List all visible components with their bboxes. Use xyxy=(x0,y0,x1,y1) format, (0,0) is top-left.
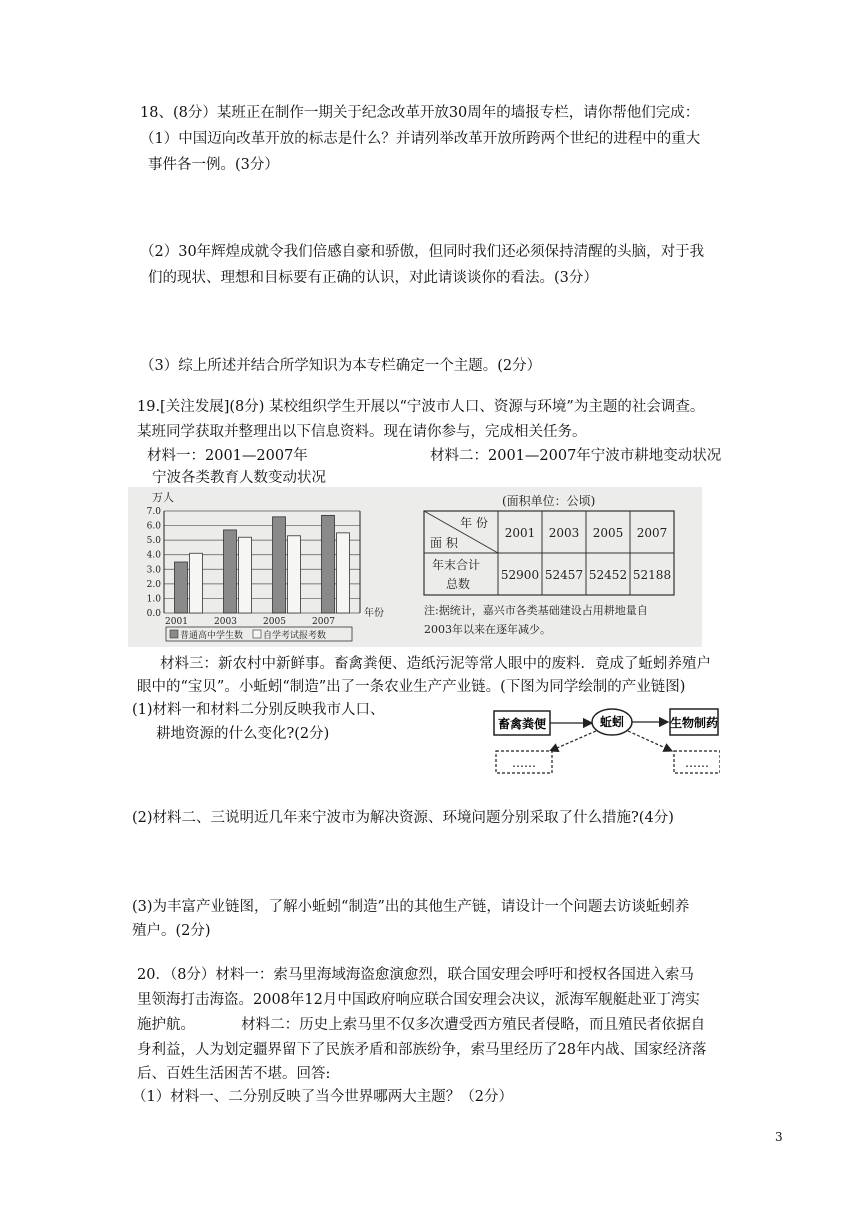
bar-self-study-2003 xyxy=(239,537,252,613)
chain-node-earthworm-label: 蚯蚓 xyxy=(599,715,625,729)
table-corner-year: 年 份 xyxy=(460,516,488,530)
q20-line1: 20．（8分）材料一：索马里海域海盗愈演愈烈，联合国安理会呼吁和授权各国进入索马 xyxy=(137,967,694,983)
table-year-header: 2005 xyxy=(592,526,624,540)
material3-line2: 眼中的“宝贝”。小蚯蚓“制造”出了一条农业生产产业链。(下图为同学绘制的产业链图) xyxy=(137,679,686,695)
chain-node-manure-label: 畜禽粪便 xyxy=(497,717,547,731)
y-tick-label: 7.0 xyxy=(146,507,161,517)
x-tick-label: 2007 xyxy=(312,617,335,627)
table-note-line1: 注:据统计，嘉兴市各类基础建设占用耕地量自 xyxy=(424,604,648,617)
material2-title: 材料二：2001—2007年宁波市耕地变动状况 xyxy=(430,448,722,464)
legend-label-self-study: 自学考试报考数 xyxy=(263,631,327,641)
q18-sub2-line2: 们的现状、理想和目标要有正确的认识，对此请谈谈你的看法。(3分） xyxy=(148,270,598,286)
x-tick-label: 2001 xyxy=(165,617,188,627)
page-number: 3 xyxy=(775,1130,783,1144)
table-cell-value: 52452 xyxy=(588,568,628,582)
material3-line1: 材料三：新农村中新鲜事。畜禽粪便、造纸污泥等常人眼中的废料．竟成了蚯蚓养殖户 xyxy=(160,656,711,672)
table-note-line2: 2003年以来在逐年减少。 xyxy=(424,623,551,636)
y-tick-label: 5.0 xyxy=(146,536,161,547)
y-tick-label: 2.0 xyxy=(146,579,161,590)
q20-line4: 身利益，人为划定疆界留下了民族矛盾和部族纷争，索马里经历了28年内战、国家经济落 xyxy=(137,1042,707,1058)
bar-self-study-2007 xyxy=(337,533,350,613)
q18-sub1-line2: 事件各一例。(3分） xyxy=(148,157,279,173)
q18-sub1-line1: （1）中国迈向改革开放的标志是什么？并请列举改革开放所跨两个世纪的进程中的重大 xyxy=(140,131,701,147)
q19-sub2: (2)材料二、三说明近几年来宁波市为解决资源、环境问题分别采取了什么措施?(4分) xyxy=(132,810,674,826)
bar-self-study-2001 xyxy=(190,553,203,613)
y-tick-label: 3.0 xyxy=(146,565,161,576)
chain-svg xyxy=(488,695,720,785)
q18-sub2-line1: （2）30年辉煌成就令我们倍感自豪和骄傲，但同时我们还必须保持清醒的头脑，对于我 xyxy=(140,244,705,260)
q18-sub3: （3）综上所述并结合所学知识为本专栏确定一个主题。(2分） xyxy=(140,358,542,374)
chain-node-pharma-label: 生物制药 xyxy=(669,716,719,730)
education-bar-chart xyxy=(128,487,420,647)
bar-high-school-2001 xyxy=(175,562,188,613)
chart-svg xyxy=(128,487,420,647)
table-cell-value: 52457 xyxy=(544,568,584,582)
legend-swatch-high-school xyxy=(170,630,178,638)
table-year-header: 2003 xyxy=(548,526,580,540)
q19-heading-line2: 某班同学获取并整理出以下信息资料。现在请你参与，完成相关任务。 xyxy=(137,424,587,440)
chain-node-blank-left-label: …… xyxy=(512,756,536,770)
q20-line5: 后、百姓生活困苦不堪。回答: xyxy=(137,1066,331,1082)
y-tick-label: 4.0 xyxy=(146,550,161,561)
q18-heading: 18、(8分）某班正在制作一期关于纪念改革开放30周年的墙报专栏，请你帮他们完成： xyxy=(140,105,700,121)
table-row-label: 总数 xyxy=(446,577,471,591)
material1-title: 材料一：2001—2007年 xyxy=(147,448,308,464)
q20-line2: 里领海打击海盗。2008年12月中国政府响应联合国安理会决议，派海军舰艇赴亚丁湾实 xyxy=(137,992,700,1008)
bar-high-school-2003 xyxy=(224,530,237,613)
x-axis-label: 年份 xyxy=(364,608,384,619)
x-tick-label: 2003 xyxy=(214,617,237,627)
q19-sub1-line1: (1)材料一和材料二分别反映我市人口、 xyxy=(132,702,385,718)
table-unit: (面积单位：公顷) xyxy=(502,494,596,508)
bar-high-school-2005 xyxy=(273,517,286,613)
table-row-label: 年末合计 xyxy=(432,558,481,572)
q19-heading-line1: 19.[关注发展](8分) 某校组织学生开展以“宁波市人口、资源与环境”为主题的社会调查。 xyxy=(137,399,705,415)
chain-dashed-arrow xyxy=(550,731,596,751)
legend-label-high-school: 普通高中学生数 xyxy=(180,631,244,641)
q19-sub3-line1: (3)为丰富产业链图，了解小蚯蚓“制造”出的其他生产链，请设计一个问题去访谈蚯蚓养 xyxy=(132,899,690,915)
y-axis-label: 万人 xyxy=(152,491,174,504)
table-corner-area: 面 积 xyxy=(430,536,458,550)
y-tick-label: 6.0 xyxy=(146,521,161,532)
x-tick-label: 2005 xyxy=(263,617,286,627)
legend-swatch-self-study xyxy=(253,630,261,638)
farmland-table xyxy=(420,487,702,647)
farmland-table-svg xyxy=(420,487,702,647)
bar-self-study-2005 xyxy=(288,536,301,613)
q19-sub1-line2: 耕地资源的什么变化?(2分) xyxy=(156,726,330,742)
q20-line3: 施护航。 材料二：历史上索马里不仅多次遭受西方殖民者侵略，而且殖民者依据自 xyxy=(137,1017,706,1033)
table-year-header: 2001 xyxy=(504,526,536,540)
chain-node-blank-right-label: …… xyxy=(685,756,709,770)
chain-dashed-arrow xyxy=(628,731,672,751)
q19-sub3-line2: 殖户。(2分) xyxy=(132,923,211,939)
bar-high-school-2007 xyxy=(322,515,335,613)
industry-chain-diagram xyxy=(488,695,720,785)
y-tick-label: 1.0 xyxy=(146,594,161,605)
y-tick-label: 0.0 xyxy=(146,609,161,619)
table-year-header: 2007 xyxy=(636,526,668,540)
table-cell-value: 52188 xyxy=(632,568,672,582)
material1-subtitle: 宁波各类教育人数变动状况 xyxy=(152,470,326,486)
q20-sub1: （1）材料一、二分别反映了当今世界哪两大主题？（2分） xyxy=(132,1089,513,1105)
table-cell-value: 52900 xyxy=(500,568,540,582)
